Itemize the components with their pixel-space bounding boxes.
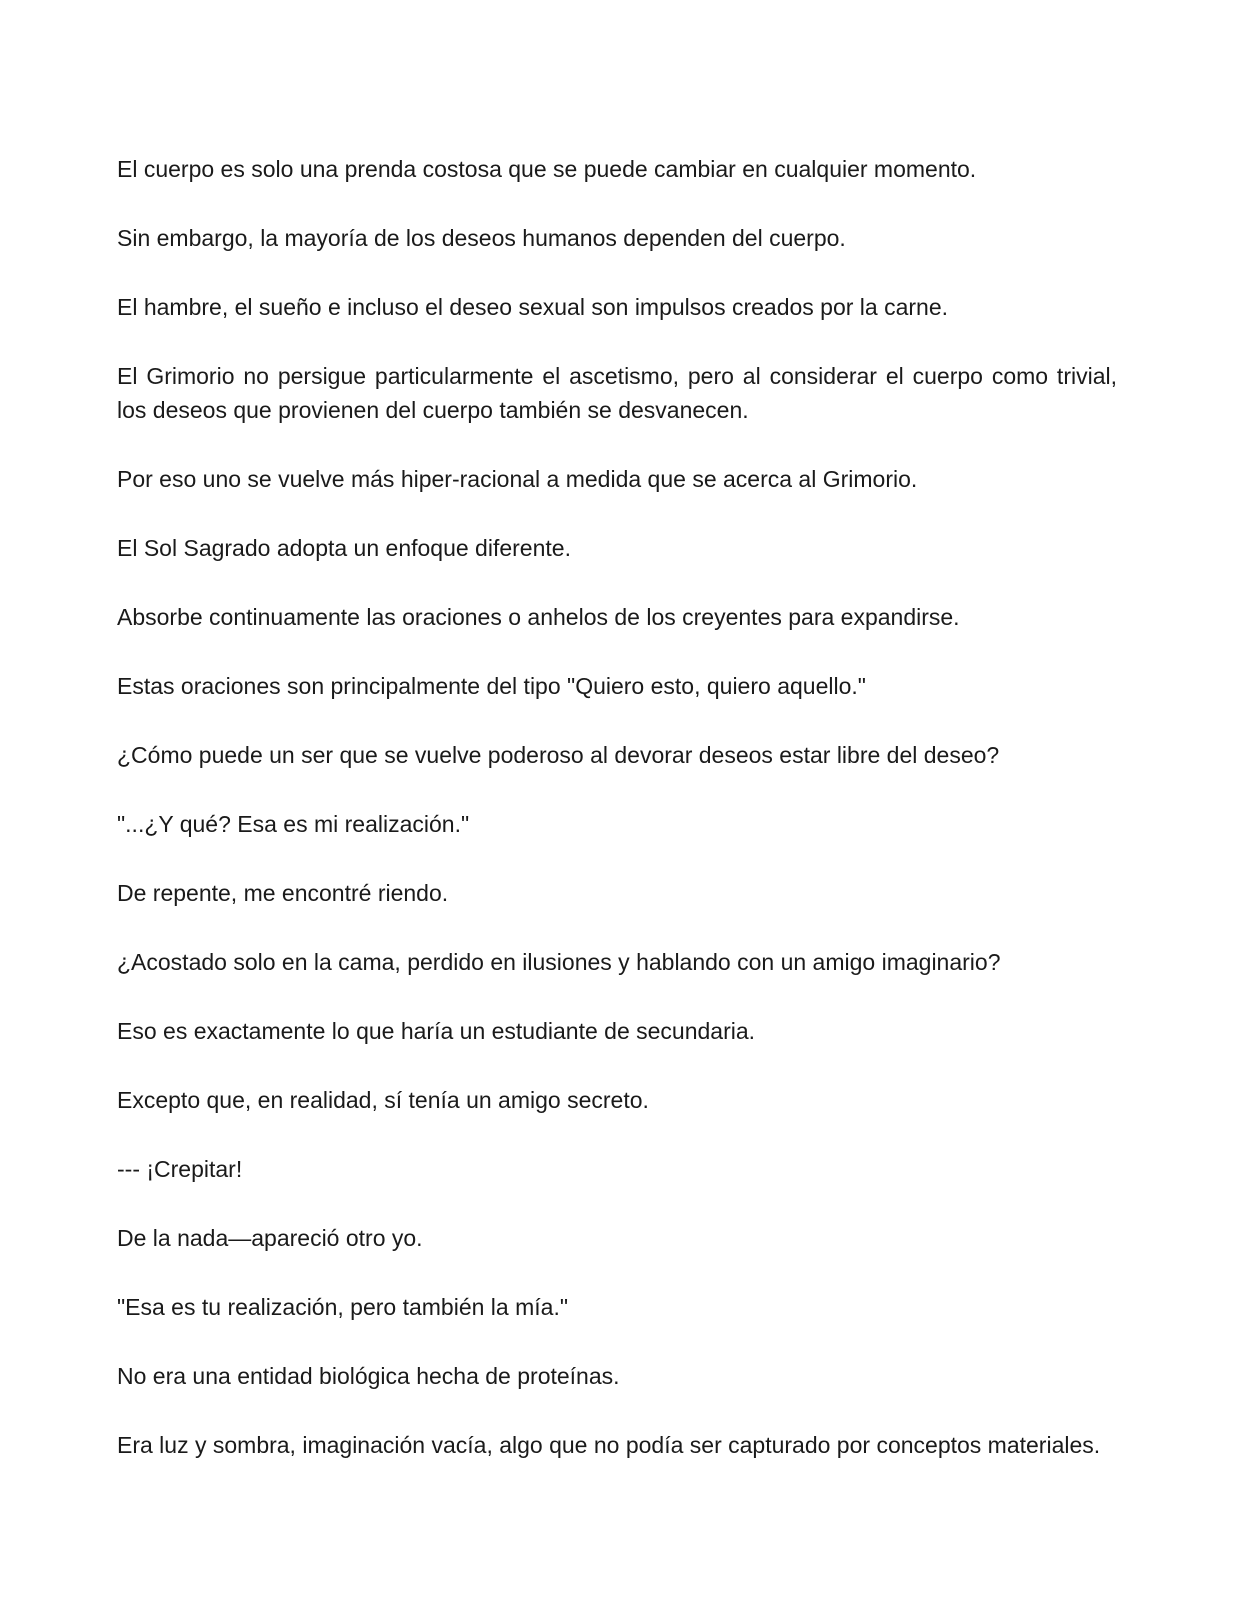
paragraph: "Esa es tu realización, pero también la mía.": [117, 1294, 568, 1320]
paragraph: Sin embargo, la mayoría de los deseos humanos dependen del cuerpo.: [117, 225, 846, 251]
paragraph: Por eso uno se vuelve más hiper-racional a medida que se acerca al Grimorio.: [117, 466, 918, 492]
paragraph: No era una entidad biológica hecha de proteínas.: [117, 1363, 620, 1389]
paragraph: Excepto que, en realidad, sí tenía un amigo secreto.: [117, 1087, 649, 1113]
paragraph: ¿Cómo puede un ser que se vuelve poderoso al devorar deseos estar libre del deseo?: [117, 742, 1000, 768]
paragraph: De la nada—apareció otro yo.: [117, 1225, 423, 1251]
paragraph: El Grimorio no persigue particularmente el ascetismo, pero al considerar el cuerpo como trivial, los deseos que provienen del cuerpo también se desvanecen.: [117, 363, 1117, 423]
paragraph: Eso es exactamente lo que haría un estudiante de secundaria.: [117, 1018, 756, 1044]
paragraph: ¿Acostado solo en la cama, perdido en ilusiones y hablando con un amigo imaginario?: [117, 949, 1001, 975]
paragraph: Absorbe continuamente las oraciones o anhelos de los creyentes para expandirse.: [117, 604, 960, 630]
paragraph: "...¿Y qué? Esa es mi realización.": [117, 811, 470, 837]
paragraph: El Sol Sagrado adopta un enfoque diferente.: [117, 535, 571, 561]
paragraph: De repente, me encontré riendo.: [117, 880, 449, 906]
paragraph: El hambre, el sueño e incluso el deseo sexual son impulsos creados por la carne.: [117, 294, 949, 320]
paragraph: Estas oraciones son principalmente del tipo "Quiero esto, quiero aquello.": [117, 673, 866, 699]
paragraph: El cuerpo es solo una prenda costosa que se puede cambiar en cualquier momento.: [117, 156, 977, 182]
document-body: [117, 152, 1117, 1462]
paragraph: Era luz y sombra, imaginación vacía, algo que no podía ser capturado por conceptos materiales.: [117, 1432, 1101, 1458]
paragraph: --- ¡Crepitar!: [117, 1156, 243, 1182]
